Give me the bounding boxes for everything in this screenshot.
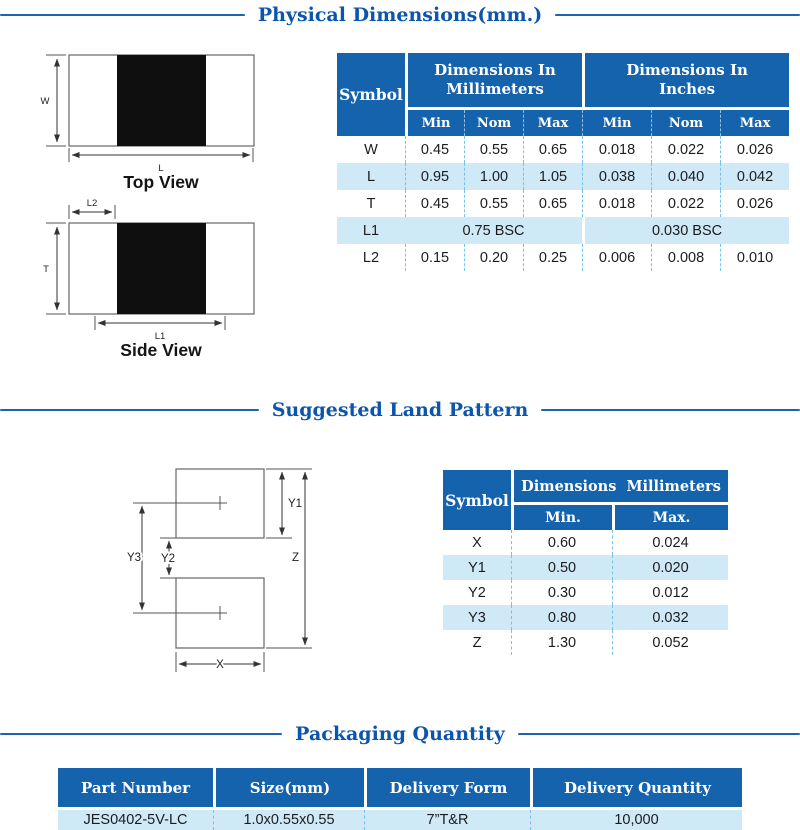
section-title-text: Packaging Quantity <box>295 723 505 745</box>
x-dimension-label: X <box>216 659 224 671</box>
header-cell: Delivery Form <box>364 768 530 810</box>
symbol-cell: T <box>337 190 405 217</box>
symbol-cell: L1 <box>337 217 405 244</box>
chip-black-center <box>117 55 206 146</box>
part-number-cell: JES0402-5V-LC <box>58 810 213 830</box>
y3-dimension-label: Y3 <box>126 552 142 564</box>
table-cell: 1.00 <box>464 163 523 190</box>
top-view-caption: Top View <box>123 172 199 192</box>
side-view-caption: Side View <box>120 340 202 360</box>
table-cell: 0.95 <box>405 163 464 190</box>
t-dimension-label: T <box>43 264 49 275</box>
table-cell: 0.042 <box>720 163 789 190</box>
table-cell: 0.008 <box>651 244 720 271</box>
table-cell: 0.052 <box>612 630 728 655</box>
subheader-cell: Max. <box>612 505 728 530</box>
table-cell: 0.040 <box>651 163 720 190</box>
table-cell: 0.25 <box>523 244 582 271</box>
table-row <box>337 190 789 217</box>
table-cell: 0.20 <box>464 244 523 271</box>
table-cell: 0.50 <box>511 555 612 580</box>
table-cell: 1.05 <box>523 163 582 190</box>
table-cell: 0.55 <box>464 136 523 163</box>
table-cell: 0.026 <box>720 136 789 163</box>
subheader-cell: Min <box>582 110 651 136</box>
table-cell: 0.30 <box>511 580 612 605</box>
subheader-cell: Max <box>523 110 582 136</box>
l2-dimension-label: L2 <box>86 198 98 209</box>
land-pattern-diagram <box>127 469 312 672</box>
table-cell: 0.038 <box>582 163 651 190</box>
symbol-cell: Y2 <box>443 580 511 605</box>
table-row <box>443 555 728 580</box>
table-cell: 0.55 <box>464 190 523 217</box>
header-cell: Part Number <box>58 768 213 810</box>
table-row <box>337 244 789 271</box>
table-cell: 0.60 <box>511 530 612 555</box>
section-title-text: Suggested Land Pattern <box>271 399 529 421</box>
table-cell: 0.15 <box>405 244 464 271</box>
subheader-cell: Min <box>405 110 464 136</box>
table-cell: 0.032 <box>612 605 728 630</box>
table-cell: 0.65 <box>523 190 582 217</box>
table-cell: 0.018 <box>582 190 651 217</box>
symbol-cell: Z <box>443 630 511 655</box>
table-row <box>443 580 728 605</box>
table-row <box>337 136 789 163</box>
symbol-cell: X <box>443 530 511 555</box>
land-pattern-table <box>443 470 728 655</box>
inch-group-header-cell <box>582 53 789 110</box>
table-row <box>337 217 789 244</box>
top-view-diagram <box>41 55 254 192</box>
group-header-row <box>443 470 728 505</box>
header-row <box>58 768 742 810</box>
header-cell: Delivery Quantity <box>530 768 742 810</box>
size-cell: 1.0x0.55x0.55 <box>213 810 364 830</box>
subheader-cell: Max <box>720 110 789 136</box>
l1-dimension-label: L1 <box>154 331 166 342</box>
chip-black-center <box>117 223 206 314</box>
section-title-text: Physical Dimensions(mm.) <box>257 4 543 26</box>
table-cell: 0.012 <box>612 580 728 605</box>
merged-bsc-cell: 0.75 BSC <box>405 217 582 244</box>
symbol-header-cell: Symbol <box>443 470 511 530</box>
delivery-quantity-cell: 10,000 <box>530 810 742 830</box>
y2-dimension-label: Y2 <box>160 553 176 565</box>
table-row <box>443 630 728 655</box>
group-header-row <box>337 53 789 110</box>
subheader-cell: Nom <box>651 110 720 136</box>
mm-group-header-text: Dimensions In Millimeters <box>434 61 556 98</box>
table-cell: 0.45 <box>405 136 464 163</box>
table-row <box>58 810 742 830</box>
table-cell: 1.30 <box>511 630 612 655</box>
header-cell: Size(mm) <box>213 768 364 810</box>
mm-group-header-cell: Dimensions Millimeters <box>511 470 728 505</box>
table-cell: 0.010 <box>720 244 789 271</box>
symbol-cell: Y3 <box>443 605 511 630</box>
table-cell: 0.80 <box>511 605 612 630</box>
z-dimension-label: Z <box>291 552 299 564</box>
table-cell: 0.022 <box>651 136 720 163</box>
l-dimension-label: L <box>158 163 164 174</box>
symbol-cell: Y1 <box>443 555 511 580</box>
table-row <box>443 605 728 630</box>
y1-dimension-label: Y1 <box>288 498 303 510</box>
table-cell: 0.006 <box>582 244 651 271</box>
table-cell: 0.026 <box>720 190 789 217</box>
packaging-quantity-table <box>58 768 742 830</box>
table-cell: 0.65 <box>523 136 582 163</box>
table-row <box>443 530 728 555</box>
sub-header-row <box>337 110 789 136</box>
table-cell: 0.022 <box>651 190 720 217</box>
delivery-form-cell: 7”T&R <box>364 810 530 830</box>
symbol-header-cell: Symbol <box>337 53 405 136</box>
table-cell: 0.020 <box>612 555 728 580</box>
table-cell: 0.45 <box>405 190 464 217</box>
table-cell: 0.024 <box>612 530 728 555</box>
symbol-cell: W <box>337 136 405 163</box>
subheader-cell: Min. <box>511 505 612 530</box>
inch-group-header-text: Dimensions In Inches <box>626 61 748 98</box>
table-row <box>337 163 789 190</box>
physical-dimensions-table <box>337 53 789 271</box>
w-dimension-label: W <box>40 96 50 107</box>
mm-group-header-cell <box>405 53 582 110</box>
subheader-cell: Nom <box>464 110 523 136</box>
merged-bsc-cell: 0.030 BSC <box>582 217 789 244</box>
symbol-cell: L <box>337 163 405 190</box>
symbol-cell: L2 <box>337 244 405 271</box>
side-view-diagram <box>43 198 254 360</box>
table-cell: 0.018 <box>582 136 651 163</box>
